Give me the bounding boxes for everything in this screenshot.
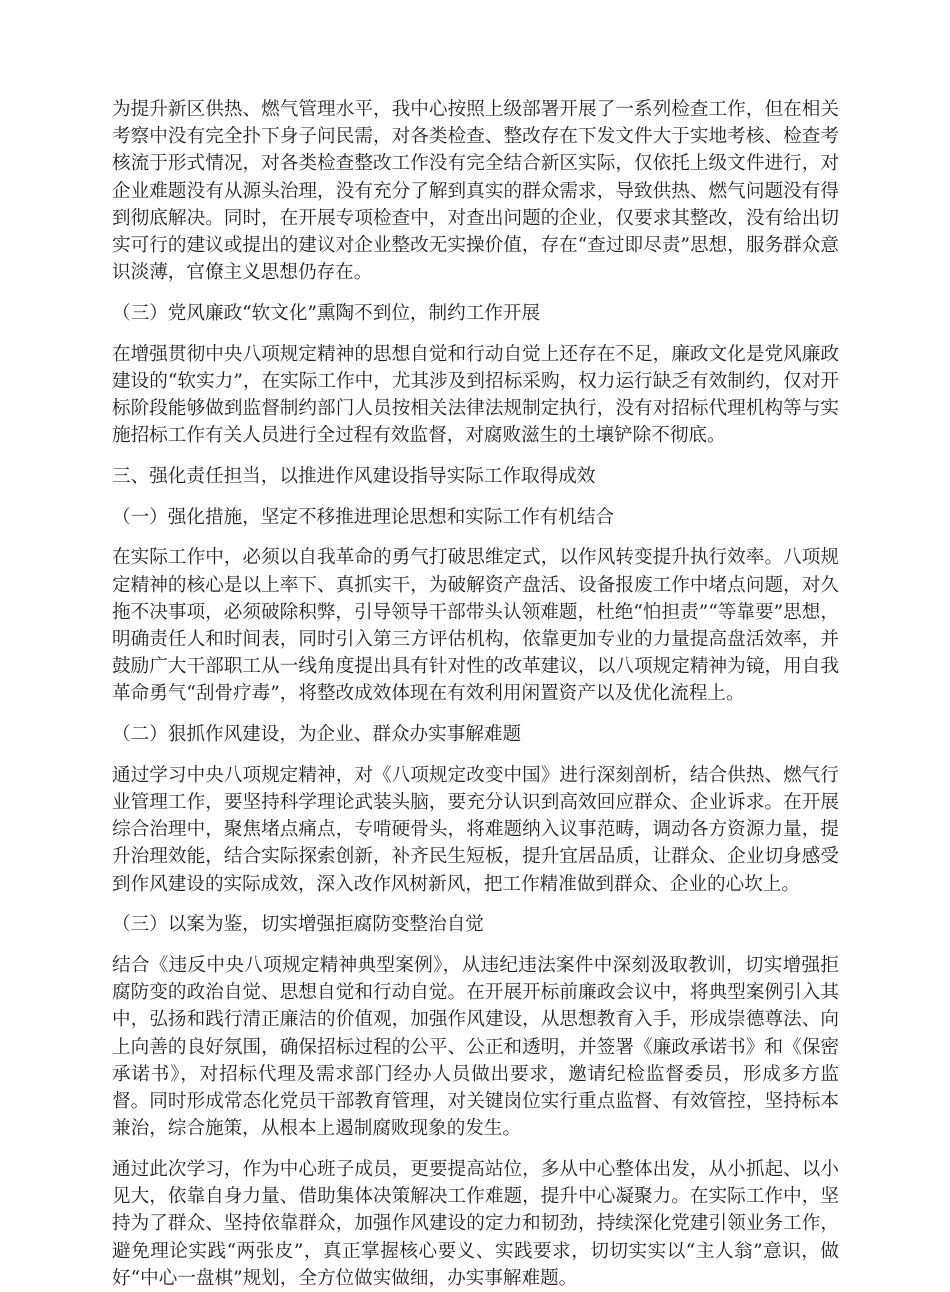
paragraph-serve-enterprises-public: 通过学习中央八项规定精神，对《八项规定改变中国》进行深刻剖析，结合供热、燃气行业管理工作，要坚持科学理论武装头脑，要充分认识到高效回应群众、企业诉求。在开展综合治理中，聚焦堵点痛点，专啃硬骨头，将难题纳入议事范畴，调动各方资源力量，提升治理效能，结合实际探索创新，补齐民生短板，提升宜居品质，让群众、企业切身感受到作风建设的实际成效，深入改作风树新风，把工作精准做到群众、企业的心坎上。 [112,764,839,895]
heading-section-3-3: （三）以案为鉴，切实增强拒腐防变整治自觉 [112,914,484,936]
paragraph-clean-governance-culture: 在增强贯彻中央八项规定精神的思想自觉和行动自觉上还存在不足，廉政文化是党风廉政建设的“软实力”，在实际工作中，尤其涉及到招标采购，权力运行缺乏有效制约，仅对开标阶段能够做到监督制约部门人员按相关法律法规制定执行，没有对招标代理机构等与实施招标工作有关人员进行全过程有效监督，对腐败滋生的土壤铲除不彻底。 [112,343,839,447]
heading-section-3-2: （二）狠抓作风建设，为企业、群众办实事解难题 [112,724,522,746]
paragraph-closing-summary: 通过此次学习，作为中心班子成员，更要提高站位，多从中心整体出发，从小抓起、以小见大，依靠自身力量、借助集体决策解决工作难题，提升中心凝聚力。在实际工作中，坚持为了群众、坚持依靠群众，加强作风建设的定力和韧劲，持续深化党建引领业务工作，避免理论实践“两张皮”，真正掌握核心要义、实践要求，切切实实以“主人翁”意识，做好“中心一盘棋”规划，全方位做实做细，办实事解难题。 [112,1158,839,1289]
paragraph-anti-corruption-cases: 结合《违反中央八项规定精神典型案例》，从违纪违法案件中深刻汲取教训，切实增强拒腐防变的政治自觉、思想自觉和行动自觉。在开展开标前廉政会议中，将典型案例引入其中，弘扬和践行清正廉洁的价值观，加强作风建设，从思想教育入手，形成崇德尊法、向上向善的良好氛围，确保招标过程的公平、公正和透明，并签署《廉政承诺书》和《保密承诺书》，对招标代理及需求部门经办人员做出要求，邀请纪检监督委员，形成多方监督。同时形成常态化党员干部教育管理，对关键岗位实行重点监督、有效管控，坚持标本兼治，综合施策，从根本上遏制腐败现象的发生。 [112,954,839,1140]
document-body [112,96,839,1292]
paragraph-strengthen-measures: 在实际工作中，必须以自我革命的勇气打破思维定式，以作风转变提升执行效率。八项规定精神的核心是以上率下、真抓实干，为破解资产盘活、设备报废工作中堵点问题，对久拖不决事项，必须破除积弊，引导领导干部带头认领难题，杜绝“怕担责”“等靠要”思想，明确责任人和时间表，同时引入第三方评估机构，依靠更加专业的力量提高盘活效率，并鼓励广大干部职工从一线角度提出具有针对性的改革建议，以八项规定精神为镜，用自我革命勇气“刮骨疗毒”，将整改成效体现在有效利用闲置资产以及优化流程上。 [112,547,839,705]
heading-section-2-3: （三）党风廉政“软文化”熏陶不到位，制约工作开展 [112,302,541,324]
heading-section-3-1: （一）强化措施，坚定不移推进理论思想和实际工作有机结合 [112,506,615,528]
paragraph-inspection-work: 为提升新区供热、燃气管理水平，我中心按照上级部署开展了一系列检查工作，但在相关考察中没有完全扑下身子问民需，对各类检查、整改存在下发文件大于实地考核、检查考核流于形式情况，对各类检查整改工作没有完全结合新区实际，仅依托上级文件进行，对企业难题没有从源头治理，没有充分了解到真实的群众需求，导致供热、燃气问题没有得到彻底解决。同时，在开展专项检查中，对查出问题的企业，仅要求其整改，没有给出切实可行的建议或提出的建议对企业整改无实操价值，存在“查过即尽责”思想，服务群众意识淡薄，官僚主义思想仍存在。 [112,99,839,284]
heading-section-3: 三、强化责任担当，以推进作风建设指导实际工作取得成效 [112,465,596,487]
